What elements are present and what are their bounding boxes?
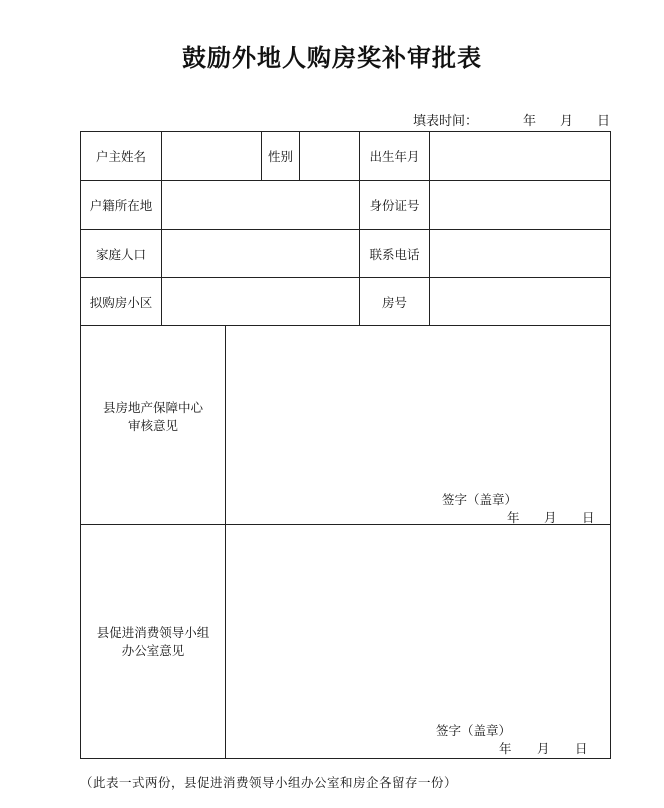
- community-field[interactable]: [162, 278, 360, 326]
- housing-center-year: 年: [507, 510, 520, 525]
- housing-center-opinion-field[interactable]: [226, 326, 611, 525]
- housing-center-day: 日: [582, 510, 595, 525]
- footnote: （此表一式两份，县促进消费领导小组办公室和房企各留存一份）: [80, 775, 458, 790]
- consumption-office-opinion-field[interactable]: [226, 525, 611, 759]
- fill-date-year: 年: [523, 114, 537, 129]
- household-location-label: 户籍所在地: [81, 181, 162, 230]
- household-location-field[interactable]: [162, 181, 360, 230]
- consumption-office-year: 年: [499, 741, 512, 756]
- family-members-label: 家庭人口: [81, 230, 162, 278]
- birth-field[interactable]: [430, 132, 611, 181]
- fill-date-day: 日: [597, 114, 611, 129]
- housing-center-label-line2: 审核意见: [127, 418, 178, 433]
- birth-label: 出生年月: [360, 132, 430, 181]
- community-label: 拟购房小区: [81, 278, 162, 326]
- room-number-label: 房号: [360, 278, 430, 326]
- housing-center-sign-label: 签字（盖章）: [442, 492, 518, 507]
- phone-label: 联系电话: [360, 230, 430, 278]
- approval-form-table: [80, 131, 611, 759]
- fill-date-label: 填表时间：: [413, 114, 479, 129]
- consumption-office-month: 月: [537, 741, 550, 756]
- consumption-office-label-line2: 办公室意见: [121, 642, 185, 658]
- owner-name-label: 户主姓名: [81, 132, 162, 181]
- form-title: 鼓励外地人购房奖补审批表: [182, 43, 482, 72]
- gender-label: 性别: [262, 132, 300, 181]
- consumption-office-sign-label: 签字（盖章）: [436, 723, 512, 738]
- consumption-office-day: 日: [575, 741, 588, 756]
- phone-field[interactable]: [430, 230, 611, 278]
- family-members-field[interactable]: [162, 230, 360, 278]
- id-number-field[interactable]: [430, 181, 611, 230]
- id-number-label: 身份证号: [360, 181, 430, 230]
- housing-center-label-line1: 县房地产保障中心: [102, 400, 203, 415]
- owner-name-field[interactable]: [162, 132, 262, 181]
- housing-center-month: 月: [544, 510, 557, 525]
- consumption-office-label-cell: [81, 525, 226, 759]
- gender-field[interactable]: [300, 132, 360, 181]
- housing-center-label-cell: [81, 326, 226, 525]
- consumption-office-label-line1: 县促进消费领导小组: [96, 624, 210, 640]
- room-number-field[interactable]: [430, 278, 611, 326]
- fill-date-month: 月: [560, 114, 574, 129]
